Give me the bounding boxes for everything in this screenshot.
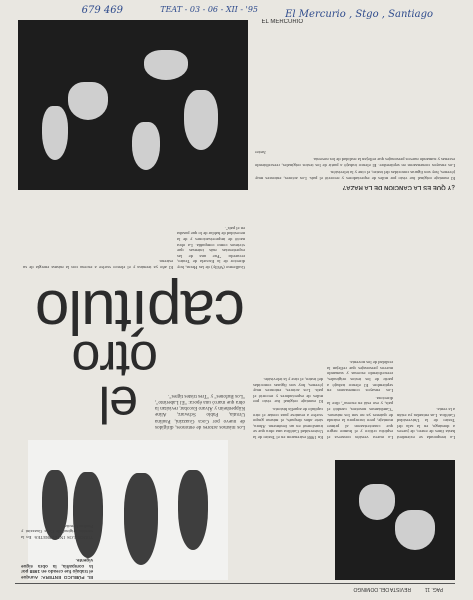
body-column-1 (177, 196, 245, 270)
caption-credit (21, 500, 93, 540)
caption-bottom-text: El año ya termina y el elenco vuelve a escena con la misma energía de su estreno. (23, 259, 173, 270)
caption-top (21, 540, 93, 580)
handwritten-date: TEAT - 03 - 06 - XII - '95 (160, 5, 258, 14)
headline-line-1: el (99, 375, 138, 433)
column-text-1: Guillermo (Willy) de las Heras, hoy director de la Escuela de Teatro, recuerda: "Fue una de las experiencias más intensas que vivimos como compañía. La obra nació de improvisaciones y de la necesidad de hablar de lo que pasaba en el país". (177, 225, 245, 270)
sidebar-title: ¿Y QUÉ ES LA CANCIÓN DE LA RAZA? (342, 184, 455, 190)
headline-line-3: capítulo (35, 277, 245, 346)
sidebar-body-2: Los ensayos comenzaron en septiembre. El elenco trabajó a partir de los textos originales, reescribiendo escenas y sumando nuevos personajes que reflejan la realidad de los noventa. (255, 157, 455, 168)
body-column-2 (253, 200, 323, 440)
caption-credit-text: TODOS LOS INTÉRPRETES: En la versión original de Coca Guazzini y Paulina Urrutia. (21, 523, 93, 540)
newspaper-name: EL MERCURIO (261, 19, 303, 25)
cast-photo-bottom (335, 460, 455, 580)
folio: PAG. 11 (424, 586, 443, 592)
caption-bottom (23, 240, 173, 270)
sidebar-body-1: El montaje original fue visto por miles de espectadores y recorrió el país. Los actores, entonces muy jóvenes, hoy son figuras conocidas del teatro, el cine y la televisión. (255, 170, 455, 181)
rehearsal-photo-top (18, 20, 248, 190)
handwritten-code: 679 469 (81, 5, 123, 16)
handwritten-source: El Mercurio , Stgo , Santiago (285, 9, 433, 20)
signoff: Javier (255, 149, 266, 155)
headline-line-2: otro (72, 330, 158, 388)
caption-top-text: EL PÚBLICO ENTERA: Aunque el trabajo fue creado en 1988 por la compañía, la obra sigue vigente. (21, 558, 93, 580)
header-rule (15, 583, 455, 584)
column-text-5: Los ensayos comenzaron en septiembre. El elenco trabajó a partir de los textos originales, reescribiendo escenas y sumando nuevos personajes que reflejan la realidad de los noventa. (327, 360, 393, 394)
body-column-3 (327, 200, 393, 440)
lead-text: Los mismos actores de entonces, dirigidos de nuevo por Coca Guazzini, Paulina Urrutia, Pablo Schwarz, Aline Küppenheim y Álvaro Escobar, revisitan la obra que marcó una época: "El Laberinto", "Los Bufones" y "Tres tristes tigres". (155, 392, 245, 430)
body-column-4 (397, 200, 455, 440)
column-text-4: La nueva versión conserva el espíritu crítico y el humor negro que caracterizaron al primer montaje, pero incorpora la mirada de quienes ya no son los mismos. "Cambiamos nosotros, cambió el país, y eso está en escena", dice la directora. (327, 395, 393, 440)
column-text-3: El montaje original fue visto por miles de espectadores y recorrió el país. Los actores, entonces muy jóvenes, hoy son figuras conocidas del teatro, el cine y la televisión. (253, 377, 323, 405)
lead-paragraph (155, 350, 245, 430)
issue-label: REVISTA DEL DOMINGO (353, 586, 411, 592)
sidebar (255, 40, 455, 190)
column-text-6: La temporada se extenderá hasta fines de enero, de jueves a domingo, en la sala del Teatro de la Universidad Católica. Las entradas ya están a la venta. (397, 407, 455, 440)
column-text-2: En 1988 estrenaron en el Teatro de la Universidad Católica una obra que se transformó en un fenómeno. Ahora, siete años después, el mismo grupo vuelve a reunirse para contar el otro capítulo de aquella historia. (253, 407, 323, 440)
